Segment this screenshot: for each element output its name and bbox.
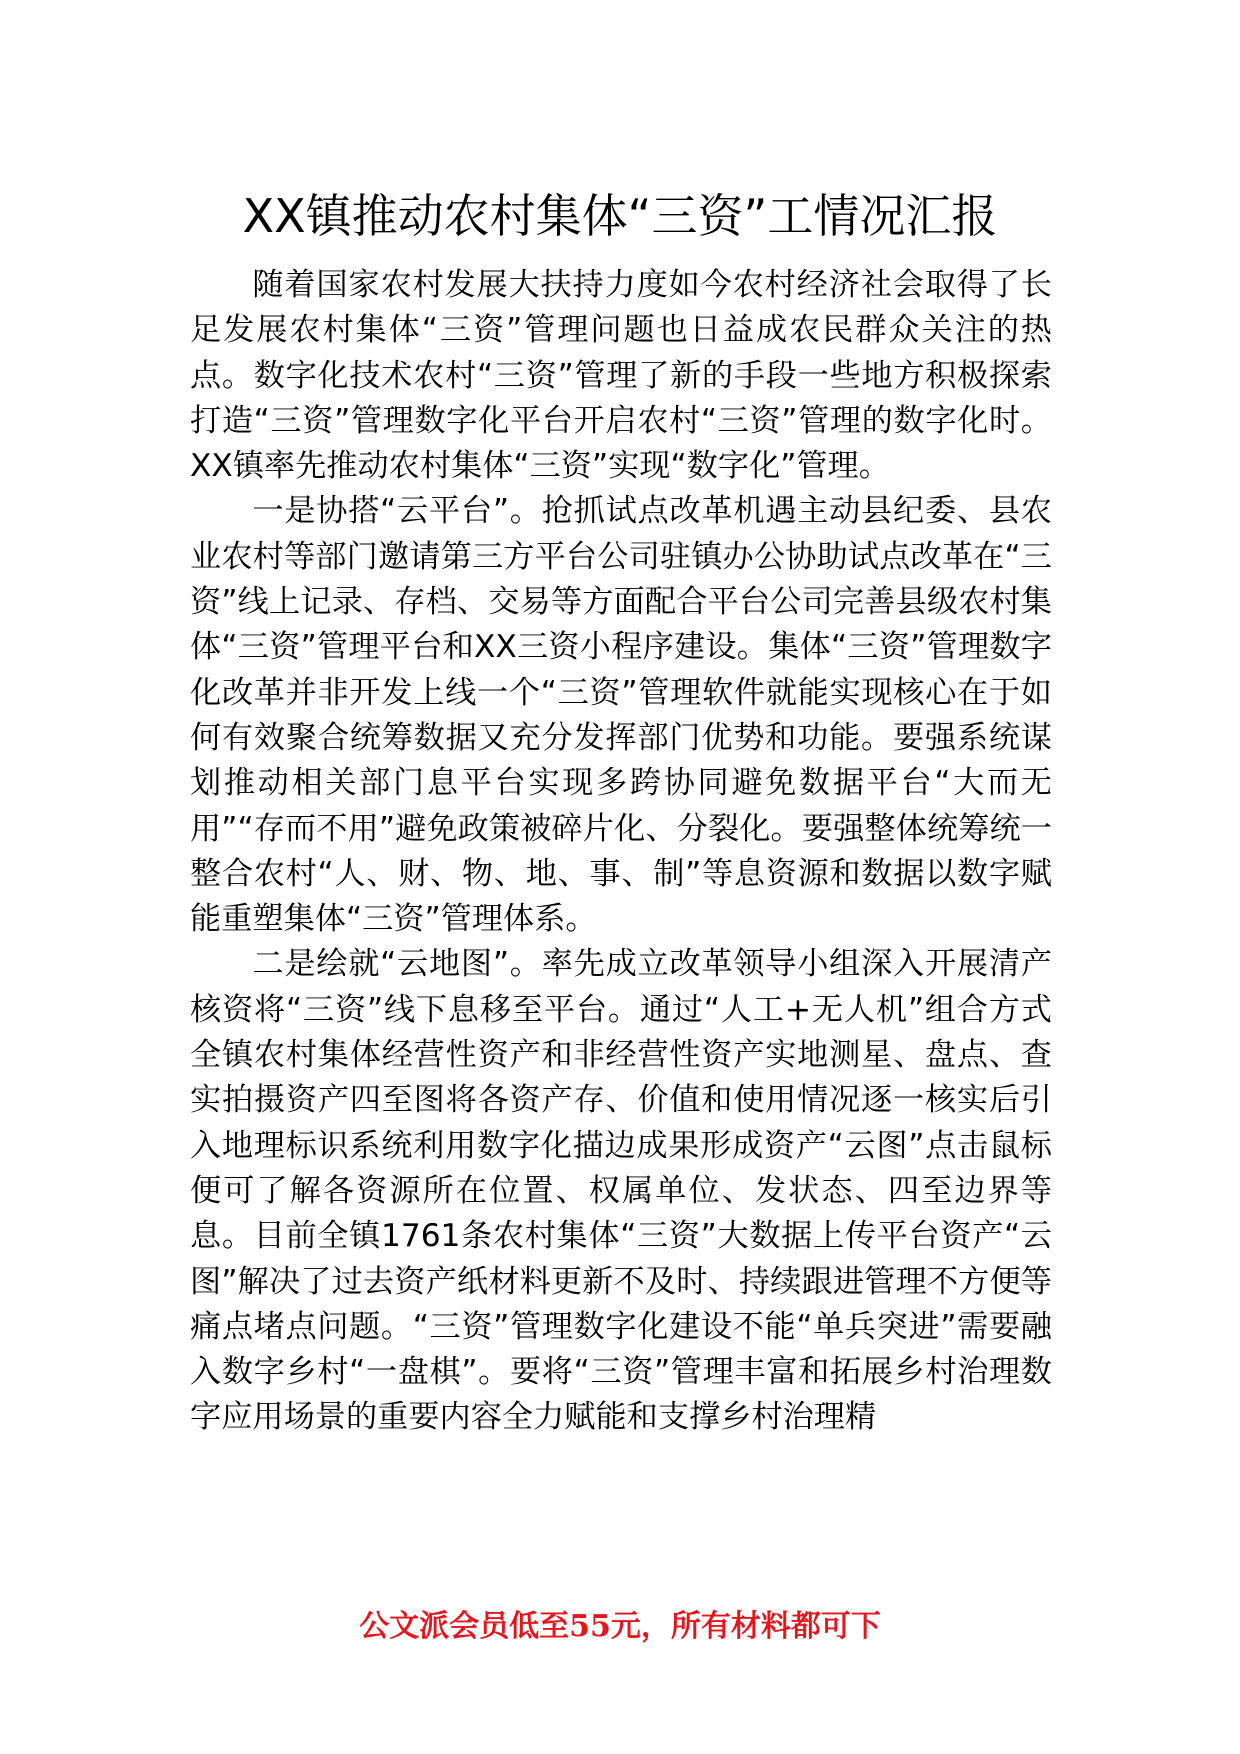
document-title: XX镇推动农村集体“三资”工情况汇报	[242, 189, 998, 243]
document-body	[190, 263, 1052, 1441]
paragraph-cloud-platform: 一是协搭“云平台”。抢抓试点改革机遇主动县纪委、县农业农村等部门邀请第三方平台公司驻镇办公协助试点改革在“三资”线上记录、存档、交易等方面配合平台公司完善县级农村集体“三资”管理平台和XX三资小程序建设。集体“三资”管理数字化改革并非开发上线一个“三资”管理软件就能实现核心在于如何有效聚合统筹数据又充分发挥部门优势和功能。要强系统谋划推动相关部门息平台实现多跨协同避免数据平台“大而无用”“存而不用”避免政策被碎片化、分裂化。要强整体统筹统一整合农村“人、财、物、地、事、制”等息资源和数据以数字赋能重塑集体“三资”管理体系。	[190, 493, 1052, 938]
paragraph-cloud-map: 二是绘就“云地图”。率先成立改革领导小组深入开展清产核资将“三资”线下息移至平台。通过“人工+无人机”组合方式全镇农村集体经营性资产和非经营性资产实地测星、盘点、查实拍摄资产四至图将各资产存、价值和使用情况逐一核实后引入地理标识系统利用数字化描边成果形成资产“云图”点击鼠标便可了解各资源所在位置、权属单位、发状态、四至边界等息。目前全镇1761条农村集体“三资”大数据上传平台资产“云图”解决了过去资产纸材料更新不及时、持续跟进管理不方便等痛点堵点问题。“三资”管理数字化建设不能“单兵突进”需要融入数字乡村“一盘棋”。要将“三资”管理丰富和拓展乡村治理数字应用场景的重要内容全力赋能和支撑乡村治理精	[190, 946, 1052, 1436]
paragraph-intro: 随着国家农村发展大扶持力度如今农村经济社会取得了长足发展农村集体“三资”管理问题也日益成农民群众关注的热点。数字化技术农村“三资”管理了新的手段一些地方积极探索打造“三资”管理数字化平台开启农村“三资”管理的数字化时。XX镇率先推动农村集体“三资”实现“数字化”管理。	[190, 267, 1052, 485]
membership-notice: 公文派会员低至55元，所有材料都可下	[359, 1609, 881, 1644]
